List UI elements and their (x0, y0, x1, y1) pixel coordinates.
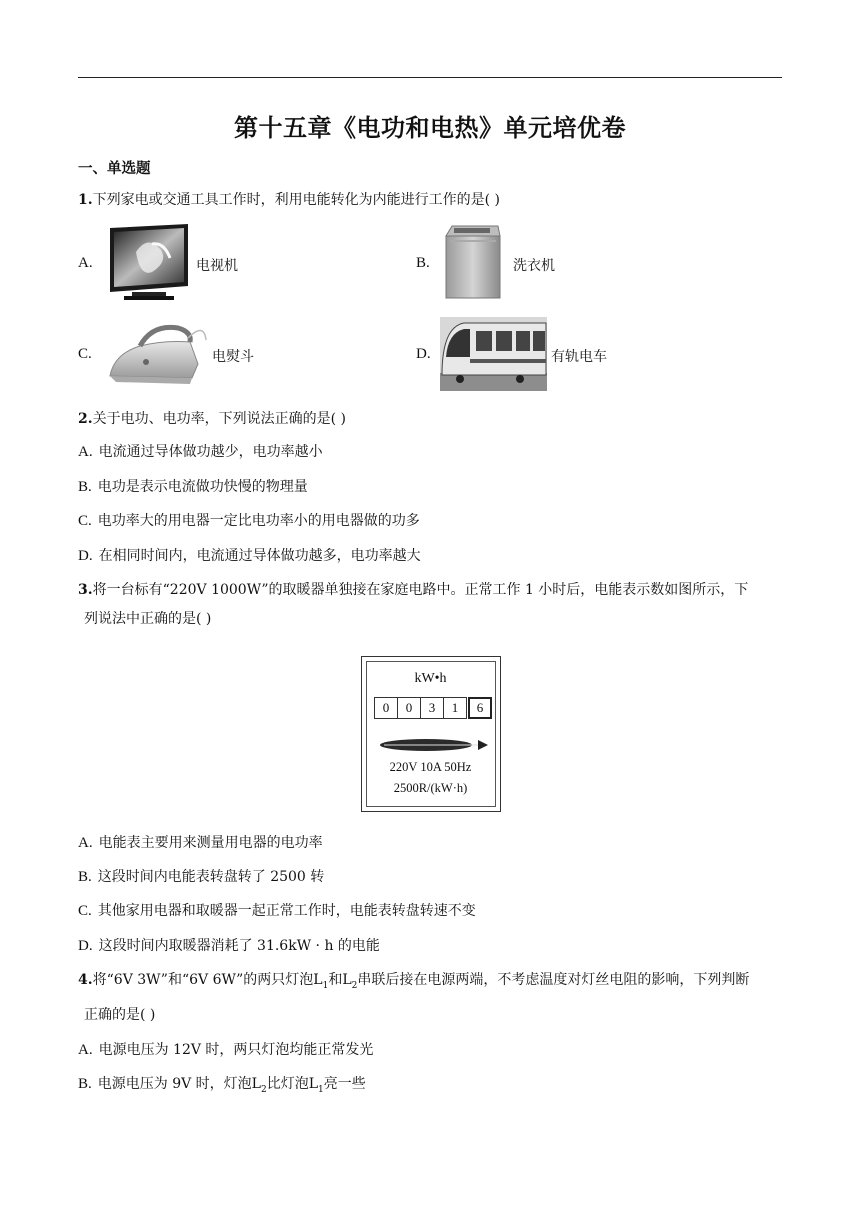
iron-icon (106, 318, 210, 390)
q4-option-a[interactable]: A. 电源电压为 12V 时，两只灯泡均能正常发光 (78, 1042, 374, 1058)
question-number: 2. (78, 411, 93, 427)
electric-meter-figure (361, 656, 501, 812)
meter-spec-2: 2500R/(kW·h) (393, 781, 468, 795)
meter-digit: 0 (398, 697, 421, 719)
meter-unit: kW•h (414, 671, 447, 686)
q2-option-d[interactable]: D. 在相同时间内，电流通过导体做功越多，电功率越大 (78, 548, 421, 564)
question-4: 4.将“6V 3W”和“6V 6W”的两只灯泡$L_1$和$L_2$串联后接在电源两端，不考虑温度对灯丝电阻的影响，下列判断 正确的是( ) (78, 966, 784, 1030)
meter-spec-1: 220V 10A 50Hz (389, 760, 472, 774)
question-stem-line2: 正确的是( ) (84, 1006, 156, 1023)
tv-icon (106, 222, 192, 302)
question-stem-line1: 将一台标有“220V 1000W”的取暖器单独接在家庭电路中。正常工作 1 小时后，电能表示数如图所示，下 (92, 582, 749, 598)
header-rule (78, 77, 782, 78)
meter-digit: 1 (444, 697, 467, 719)
q3-option-a[interactable]: A. 电能表主要用来测量用电器的电功率 (78, 835, 323, 851)
option-label: 电熨斗 (212, 349, 254, 365)
option-letter: A. (78, 255, 93, 271)
q3-option-c[interactable]: C. 其他家用电器和取暖器一起正常工作时，电能表转盘转速不变 (78, 903, 476, 919)
q3-option-b[interactable]: B. 这段时间内电能表转盘转了 2500 转 (78, 869, 325, 885)
q4-option-b[interactable]: B. 电源电压为 9V 时，灯泡$L_2$比灯泡$L_1$亮一些 (78, 1076, 366, 1095)
tram-icon (440, 317, 547, 391)
question-stem: 下列家电或交通工具工作时，利用电能转化为内能进行工作的是( ) (92, 192, 500, 208)
question-stem: 关于电功、电功率，下列说法正确的是( ) (92, 411, 346, 427)
option-label: 有轨电车 (551, 349, 607, 365)
option-letter: C. (78, 346, 92, 362)
washing-machine-icon (440, 222, 506, 302)
meter-digit-decimal: 6 (468, 697, 492, 719)
meter-digits (374, 697, 492, 719)
question-number: 4. (78, 972, 93, 988)
question-2 (78, 405, 784, 434)
q2-option-b[interactable]: B. 电功是表示电流做功快慢的物理量 (78, 479, 308, 495)
question-number: 1. (78, 192, 93, 208)
meter-digit: 3 (421, 697, 444, 719)
q2-option-c[interactable]: C. 电功率大的用电器一定比电功率小的用电器做的功多 (78, 513, 420, 529)
option-label: 电视机 (196, 258, 238, 274)
meter-digit: 0 (374, 697, 398, 719)
option-letter: B. (416, 255, 430, 271)
question-1 (78, 186, 784, 215)
q3-option-d[interactable]: D. 这段时间内取暖器消耗了 31.6kW · h 的电能 (78, 938, 380, 954)
question-stem-line2: 列说法中正确的是( ) (84, 611, 212, 627)
q2-option-a[interactable]: A. 电流通过导体做功越少，电功率越小 (78, 444, 323, 460)
option-label: 洗衣机 (513, 258, 555, 274)
question-number: 3. (78, 582, 93, 598)
page-title: 第十五章《电功和电热》单元培优卷 (234, 114, 626, 142)
section-heading: 一、单选题 (78, 161, 151, 177)
question-3 (78, 576, 784, 634)
meter-disc-arrow-icon (374, 737, 490, 753)
option-letter: D. (416, 346, 431, 362)
